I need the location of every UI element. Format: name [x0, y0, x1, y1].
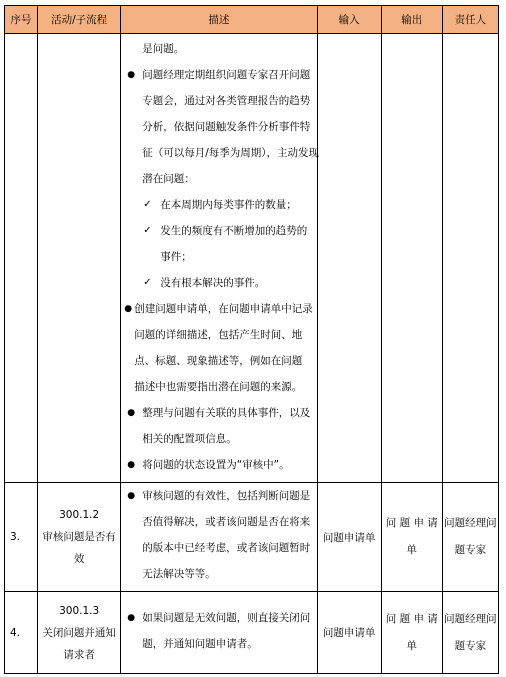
checkmark-icon: ✓ [143, 277, 152, 288]
owner-value: 问题经理问题专家 [442, 592, 498, 674]
header-row [5, 6, 499, 34]
bullet-icon: ● [127, 460, 136, 470]
checkmark-icon: ✓ [143, 199, 152, 210]
checklist-item: ✓ 发生的频度有不断增加的趋势的 事件； [124, 218, 313, 270]
header-input: 输入 [317, 6, 381, 34]
table-row [5, 34, 499, 483]
bullet-icon: ● [127, 70, 136, 80]
checkmark-icon: ✓ [143, 225, 152, 236]
bullet-icon: ● [127, 491, 136, 501]
input-cell [317, 34, 381, 483]
activity-cell [38, 592, 121, 674]
bullet-icon: ● [127, 408, 136, 418]
row-number-cell [5, 34, 38, 483]
output-value: 问 题 申 请单 [381, 483, 442, 592]
description-cell [121, 34, 320, 483]
activity-name: 关闭问题并通知请求者 [42, 626, 116, 661]
checklist-item: ✓ 没有根本解决的事件。 [124, 270, 313, 296]
header-owner: 责任人 [442, 6, 498, 34]
header-output: 输出 [381, 6, 442, 34]
activity-name: 审核问题是否有效 [42, 531, 116, 565]
activity-cell [38, 483, 121, 592]
output-value: 问 题 申 请单 [381, 592, 442, 674]
description-cell [121, 592, 317, 674]
activity-code: 300.1.2 [59, 509, 100, 521]
activity-cell [38, 34, 121, 483]
checklist-item: ✓ 在本周期内每类事件的数量； [124, 192, 313, 218]
list-item: ● 问题经理定期组织问题专家召开问题 专题会，通过对各类管理报告的趋势 分析，依据问题触发条件分析事件特 征（可以每月/每季为周期），主动发现 潜在问题： [124, 62, 313, 192]
input-value: 问题申请单 [317, 592, 381, 674]
table-row [5, 483, 499, 592]
owner-value: 问题经理问题专家 [442, 483, 498, 592]
list-item: ● 创建问题申请单，在问题申请单中记录 问题的详细描述，包括产生时间、地 点、标题、现象描述等，例如在问题 描述中也需要指出潜在问题的来源。 [124, 296, 313, 400]
output-cell [381, 34, 442, 483]
header-number: 序号 [5, 6, 38, 34]
table-row [5, 592, 499, 674]
list-item: ● 将问题的状态设置为“审核中”。 [124, 452, 313, 478]
list-item: ● 整理与问题有关联的具体事件，以及 相关的配置项信息。 [124, 400, 313, 452]
bullet-icon: ● [124, 304, 133, 314]
bullet-icon: ● [127, 612, 136, 623]
list-item: ● 审核问题的有效性，包括判断问题是 否值得解决，或者该问题是否在将来 的版本中已经考虑，或者该问题暂时 无法解决等等。 [124, 483, 313, 587]
process-table [4, 5, 499, 674]
list-item: ● 如果问题是无效问题，则直接关闭问 题，并通知问题申请者。 [124, 605, 313, 657]
header-description: 描述 [121, 6, 317, 34]
header-activity: 活动/子流程 [38, 6, 121, 34]
input-value: 问题申请单 [317, 483, 381, 592]
owner-cell [442, 34, 498, 483]
row-number: 3. [5, 483, 38, 592]
row-number: 4. [5, 592, 38, 674]
activity-code: 300.1.3 [59, 604, 100, 617]
desc-text: 是问题。 [142, 43, 185, 55]
description-cell [121, 483, 317, 592]
